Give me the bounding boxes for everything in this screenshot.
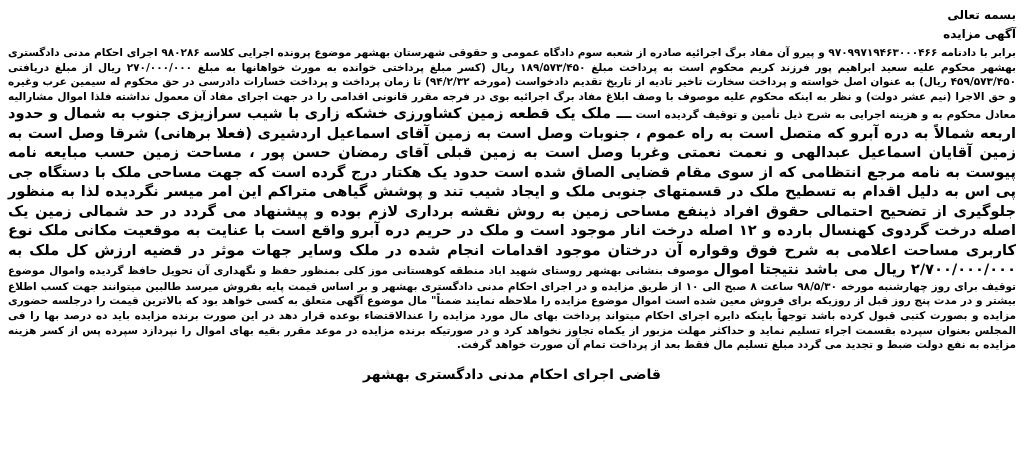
basmala: بسمه تعالی [947,8,1016,22]
property-description: ـــ ملک یک قطعه زمین کشاورزی خشکه زاری با شیب سرازیزی جنوب به شمال و حدود اربعه شمالاً به دره آبرو که متصل است به راه عموم ، جنوبات وصل است به زمین آقای اسماعیل اردشیری (فعلا برهانی) شرقا وصل است به زمین آقایان اسماعیل عبدالهی و نعمت نعمتی وغربا وصل است به زمین قبلی آقای رمضان حسن پور ، مساحت زمین حسب مبایعه نامه پیوست به نامه مرجع انتظامی که از سوی مقام قضایی الصاق شده است حدود یک هکتار درج گرده است که جهت مساحی ملک با دستگاه جی پی اس به دلیل اقدام به تسطیح ملک در قسمتهای جنوبی ملک و ایجاد شیب تند و پوشش گیاهی متراکم این امر میسر نگردیده لذا به منظور جلوگیری از تضحیح احتمالی حقوق افراد ذینفع مساحی زمین به روش نقشه برداری لازم بوده و پیشنهاد می گردد در حد شمالی زمین یک اصله درخت گردوی کهنسال بارده و ۱۲ اصله درخت انار موجود است و ملک در حریم دره آبرو واقع است با عنایت به موقعیت مکانی ملک نوع کاربری مساحت اعلامی به شرح فوق وقواره آن درختان موجود اقدامات انجام شده در ملک وسایر جهات موثر در قضیه ارزش کل ملک به ۲/۷۰۰/۰۰۰/۰۰۰ ریال می باشد نتیجتا اموال [8,105,1016,279]
notice-body [8,46,1016,353]
auction-terms: موصوف بنشانی بهشهر روستای شهید اباد منطقه کوهستانی موز کلی بمنظور حفظ و نگهداری آن تحویل حافظ گردیده واموال موضوع توقیف برای روز چهارشنبه مورخه ۹۸/۵/۳۰ ساعت ۸ صبح الی ۱۰ از طریق مزایده و در اجرای احکام مدنی دادگستری بهشهر و بر اساس قیمت پایه بفروش میرسد طالبین میتوانند جهت کسب اطلاع بیشتر و در مدت پنج روز قبل از روزیکه برای فروش معین شده است اموال موضوع مزایده را ملاحظه نمایند ضمناً" مال موضوع آگهی متعلق به کسی خواهد بود که بالاترین قیمت را درجلسه حضوری مزایده و بصورت کتبی قبول کرده باشد توجهاً باینکه دایره اجرای احکام میتواند پرداخت بهای مال مورد مزایده را عندالاقتضاء بوعده قرار دهد در این صورت برنده مزایده باید ده درصد بها را فی المجلس بعنوان سپرده بقسمت اجراء تسلیم نماید و حداکثر مهلت مزبور از یکماه تجاوز نخواهد کرد و در صورتیکه برنده مزایده در موعد مقرر بقیه بهای اموال را نپردازد سپرده پس از کسر هزینه مزایده به نفع دولت ضبط و تجدید می گردد مبلغ تسلیم مال فقط بعد از پرداخت تمام آن صورت خواهد گرفت. [8,265,1016,352]
intro-paragraph: برابر با دادنامه ۹۷۰۹۹۷۱۹۴۶۳۰۰۰۴۶۶ و پیرو آن مفاد برگ اجرائیه صادره از شعبه سوم دادگاه عمومی و حقوقی شهرستان بهشهر موضوع پرونده اجرایی کلاسه ۹۸۰۲۸۶ اجرای احکام مدنی دادگستری بهشهر محکوم علیه سعید ابراهیم پور فرزند کریم محکوم است به پرداخت مبلغ ۱۸۹/۵۷۳/۴۵۰ ریال (کسر مبلغ پرداختی خوانده به مورث خواهانها به مبلغ ۲۷۰/۰۰۰/۰۰۰ ریال از مبلغ دریافتی ۴۵۹/۵۷۳/۴۵۰ ریال) به عنوان اصل خواسته و پرداخت سخارت تاخیر تادیه از تاریخ تقدیم دادخواست (مورخه ۹۴/۲/۳۲) تا زمان پرداخت و پرداخت خسارات دادرسی در حق محکوم له سیمین عرب وغیره و حق الاجرا (نیم عشر دولت) و نظر به اینکه محکوم علیه موصوف با وصف ابلاغ مفاد برگ اجرائیه بوی در فرجه مقرر قانونی اقدامی را در جهت اجرای مفاد آن معمول نداشته فلذا اموال مشارالیه معادل محکوم به و هزینه اجرایی به شرح ذیل تأمین و توقیف گردیده است [8,47,1016,122]
judge-signature: قاضی اجرای احکام مدنی دادگستری بهشهر [363,366,661,383]
notice-title: آگهی مزایده [943,27,1016,41]
